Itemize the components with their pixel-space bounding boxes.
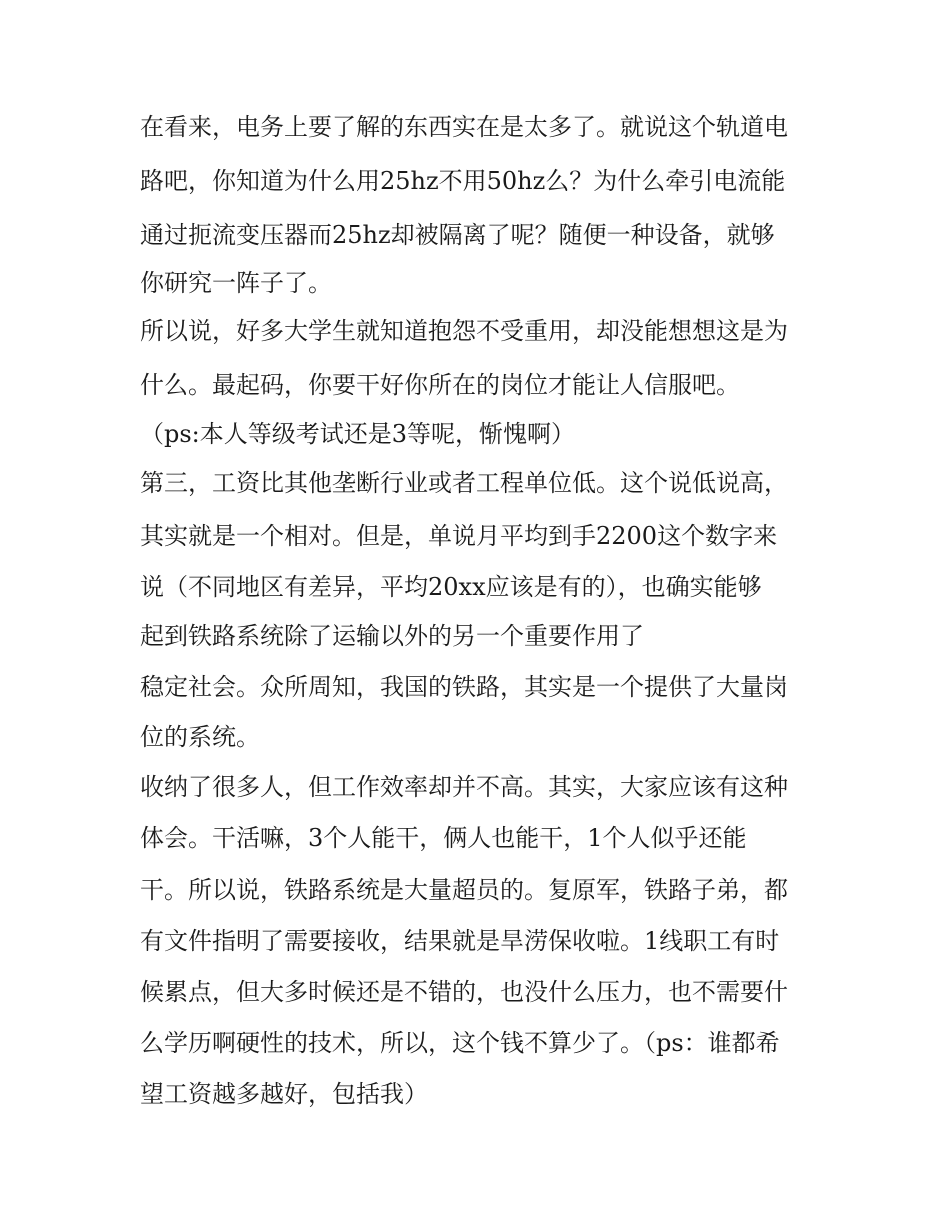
text-line: 干。所以说，铁路系统是大量超员的。复原军，铁路子弟，都 [140,876,788,904]
text-line: 说（不同地区有差异，平均20xx应该是有的），也确实能够 [140,573,762,601]
text-line: 路吧，你知道为什么用25hz不用50hz么？为什么牵引电流能 [140,167,786,195]
text-line: 什么。最起码，你要干好你所在的岗位才能让人信服吧。 [140,371,740,399]
text-line: 所以说，好多大学生就知道抱怨不受重用，却没能想想这是为 [140,317,788,345]
text-line: 第三，工资比其他垄断行业或者工程单位低。这个说低说高， [140,469,788,497]
text-line: 候累点，但大多时候还是不错的，也没什么压力，也不需要什 [140,978,788,1006]
text-line: 你研究一阵子了。 [140,269,332,297]
text-line: （ps:本人等级考试还是3等呢，惭愧啊） [140,420,576,448]
text-line: 收纳了很多人，但工作效率却并不高。其实，大家应该有这种 [140,773,788,801]
text-line: 稳定社会。众所周知，我国的铁路，其实是一个提供了大量岗 [140,673,788,701]
text-line: 体会。干活嘛，3个人能干，俩人也能干，1个人似乎还能 [140,824,747,852]
text-line: 起到铁路系统除了运输以外的另一个重要作用了 [140,622,644,650]
text-line: 望工资越多越好，包括我） [140,1080,428,1108]
text-line: 通过扼流变压器而25hz却被隔离了呢？随便一种设备，就够 [140,221,775,249]
text-line: 在看来，电务上要了解的东西实在是太多了。就说这个轨道电 [140,113,788,141]
text-line: 其实就是一个相对。但是，单说月平均到手2200这个数字来 [140,522,778,550]
text-line: 位的系统。 [140,723,260,751]
text-line: 么学历啊硬性的技术，所以，这个钱不算少了。（ps：谁都希 [140,1029,780,1057]
text-line: 有文件指明了需要接收，结果就是旱涝保收啦。1线职工有时 [140,927,780,955]
